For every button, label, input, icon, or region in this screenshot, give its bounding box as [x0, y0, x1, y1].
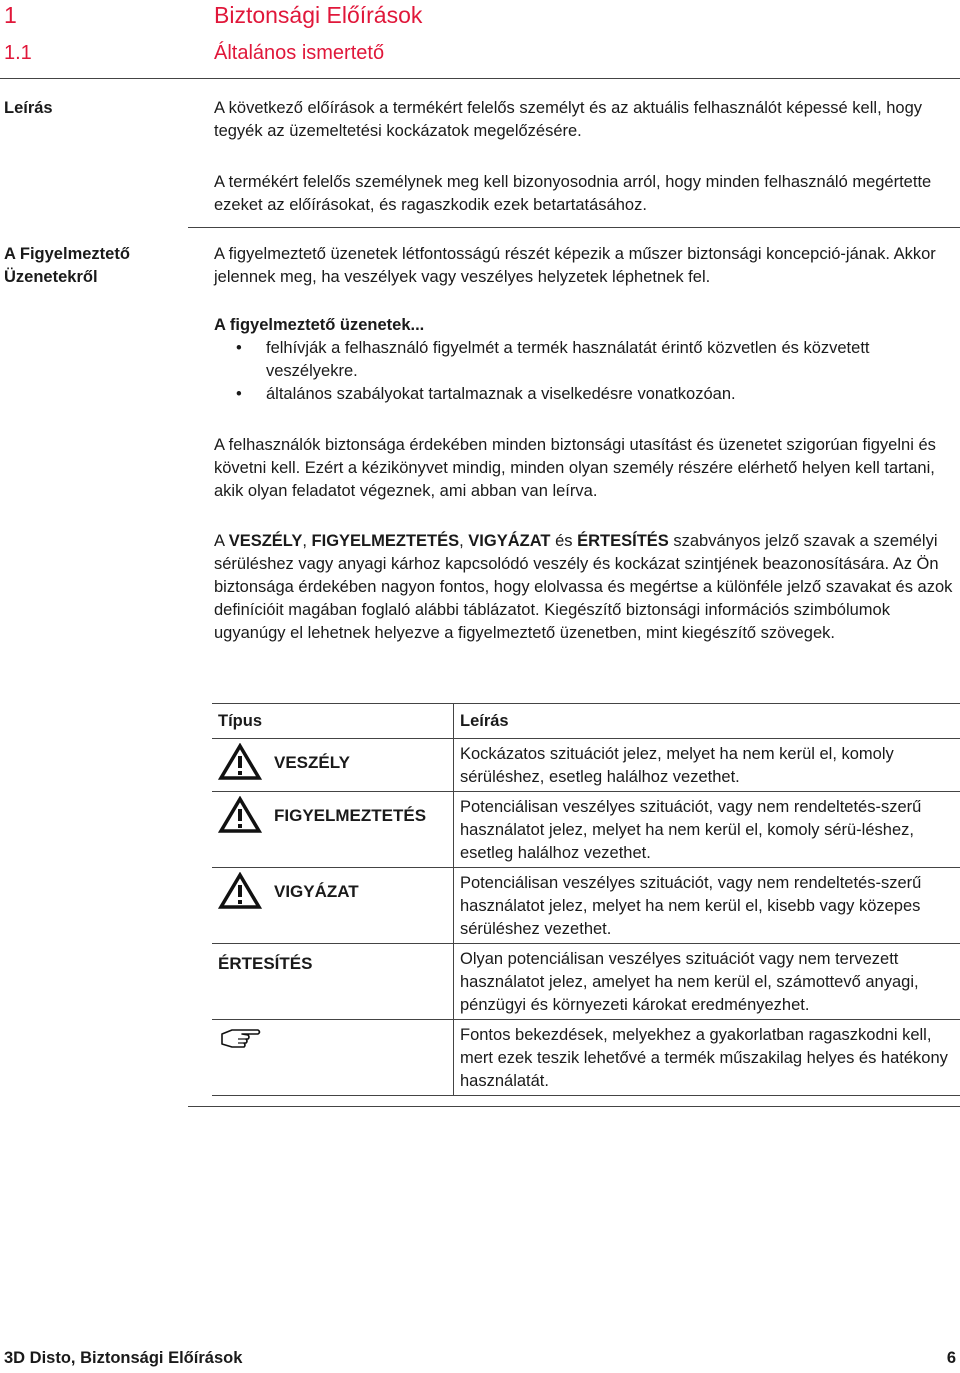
signal-word-notice: ÉRTESÍTÉS: [577, 532, 669, 550]
list-item: [214, 337, 958, 383]
warning-triangle-icon: [218, 743, 262, 781]
p3-text: A: [214, 532, 229, 550]
footer-title: 3D Disto, Biztonsági Előírások: [4, 1349, 243, 1367]
type-cell-content: [218, 948, 447, 975]
bullet-mark: •: [236, 339, 242, 357]
table-row: [212, 739, 960, 792]
type-cell: [212, 739, 454, 792]
list-title: A figyelmeztető üzenetek...: [214, 316, 425, 334]
type-label: ÉRTESÍTÉS: [218, 954, 313, 973]
page-number: 6: [946, 1349, 956, 1367]
leiras-paragraph-2: A termékért felelős személynek meg kell bizonyosodnia arról, hogy minden felhasználó megértette ezeket az előírásokat, és ragaszkodik ezek betartatásához.: [214, 173, 932, 214]
type-cell-content: [218, 796, 447, 834]
description-cell: Fontos bekezdések, melyekhez a gyakorlatban ragaszkodni kell, mert ezek teszik lehetővé a termék műszakilag helyes és hatékony használatát.: [454, 1020, 960, 1096]
p3-separator: ,: [459, 532, 469, 550]
list-item-text: általános szabályokat tartalmaznak a viselkedésre vonatkozóan.: [266, 385, 736, 403]
leiras-paragraph-1: A következő előírások a termékért felelős személyt és az aktuális felhasználót képessé kell, hogy tegyék az üzemeltetési kockázatok megelőzésére.: [214, 99, 923, 140]
section-title: Általános ismertető: [214, 42, 385, 64]
table-row: [212, 1020, 960, 1096]
warning-triangle-icon: [218, 872, 262, 910]
table-row: [212, 868, 960, 944]
type-label: VIGYÁZAT: [274, 881, 359, 901]
warning-triangle-icon: [218, 796, 262, 834]
p3-separator: ,: [302, 532, 312, 550]
table-header-row: [212, 704, 960, 739]
bottom-rule: [188, 1106, 960, 1107]
type-cell-content: [218, 872, 447, 910]
signal-word-danger: VESZÉLY: [228, 532, 303, 550]
heading-rule: [0, 78, 960, 79]
table-row: [212, 792, 960, 868]
figyelmezteto-paragraph-3: [214, 530, 958, 645]
p3-separator: és: [550, 532, 578, 550]
figyelmezteto-paragraph-2: A felhasználók biztonsága érdekében minden biztonsági utasítást és üzenetet szigorúan figyelni és követni kell. Ezért a kézikönyvet mindig, minden olyan személy részére elérhető helyen kell tartani, akik olyan feladatot végeznek, ami abban van leírva.: [214, 436, 936, 500]
chapter-number: 1: [4, 2, 17, 28]
column-header-description: Leírás: [454, 704, 960, 739]
type-cell: [212, 944, 454, 1020]
p3-text: szabványos jelző szavak a személyi sérüléshez vagy anyagi kárhoz kapcsolódó veszély és kockázat szintjének beazonosítására. Az Ön biztonsága érdekében nagyon fontos, hogy elolvassa és megértse a különféle jelző szavakat és azok definícióit magában foglaló alábbi táblázatot. Kiegészítő biztonsági információs szimbólumok ugyanúgy el lehetnek helyezve a figyelmeztető üzenetben, mint kiegészítő szövegek.: [214, 532, 953, 642]
description-cell: Kockázatos szituációt jelez, melyet ha nem kerül el, komoly sérüléshez, esetleg halálhoz vezethet.: [454, 739, 960, 792]
type-cell: [212, 868, 454, 944]
type-label: FIGYELMEZTETÉS: [274, 805, 427, 825]
table-row: [212, 944, 960, 1020]
section-number: 1.1: [4, 42, 32, 64]
type-cell: [212, 1020, 454, 1096]
type-label: VESZÉLY: [274, 752, 350, 772]
list-item: [214, 383, 958, 406]
chapter-title: Biztonsági Előírások: [214, 2, 423, 28]
type-cell-content: [218, 1024, 447, 1054]
signal-word-caution: VIGYÁZAT: [468, 532, 551, 550]
description-cell: Potenciálisan veszélyes szituációt, vagy nem rendeltetés-szerű használatot jelez, melyet ha nem kerül el, komoly sérü-léshez, esetleg halálhoz vezethet.: [454, 792, 960, 868]
pointing-hand-icon: [218, 1024, 262, 1054]
bullet-mark: •: [236, 385, 242, 403]
side-label-line-1: A Figyelmeztető: [4, 245, 130, 263]
warning-bullet-list: [214, 337, 958, 406]
section-rule: [188, 227, 960, 228]
column-header-type: Típus: [212, 704, 454, 739]
type-cell-content: [218, 743, 447, 781]
signal-word-table: [212, 703, 960, 1096]
description-cell: Potenciálisan veszélyes szituációt, vagy nem rendeltetés-szerű használatot jelez, melyet ha nem kerül el, kisebb vagy közepes sérüléshez vezethet.: [454, 868, 960, 944]
signal-word-warning: FIGYELMEZTETÉS: [311, 532, 460, 550]
side-label-figyelmezteto: [4, 243, 184, 289]
list-item-text: felhívják a felhasználó figyelmét a termék használatát érintő közvetlen és közvetett veszélyekre.: [266, 339, 870, 380]
figyelmezteto-paragraph-1: A figyelmeztető üzenetek létfontosságú részét képezik a műszer biztonsági koncepció-jának. Akkor jelennek meg, ha veszélyek vagy veszélyes helyzetek léphetnek fel.: [214, 245, 936, 286]
description-cell: Olyan potenciálisan veszélyes szituációt vagy nem tervezett használatot jelez, amelyet ha nem kerül el, számottevő anyagi, pénzügyi és környezeti károkat eredményezhet.: [454, 944, 960, 1020]
type-cell: [212, 792, 454, 868]
side-label-line-2: Üzenetekről: [4, 268, 98, 286]
side-label-leiras: Leírás: [4, 99, 53, 117]
